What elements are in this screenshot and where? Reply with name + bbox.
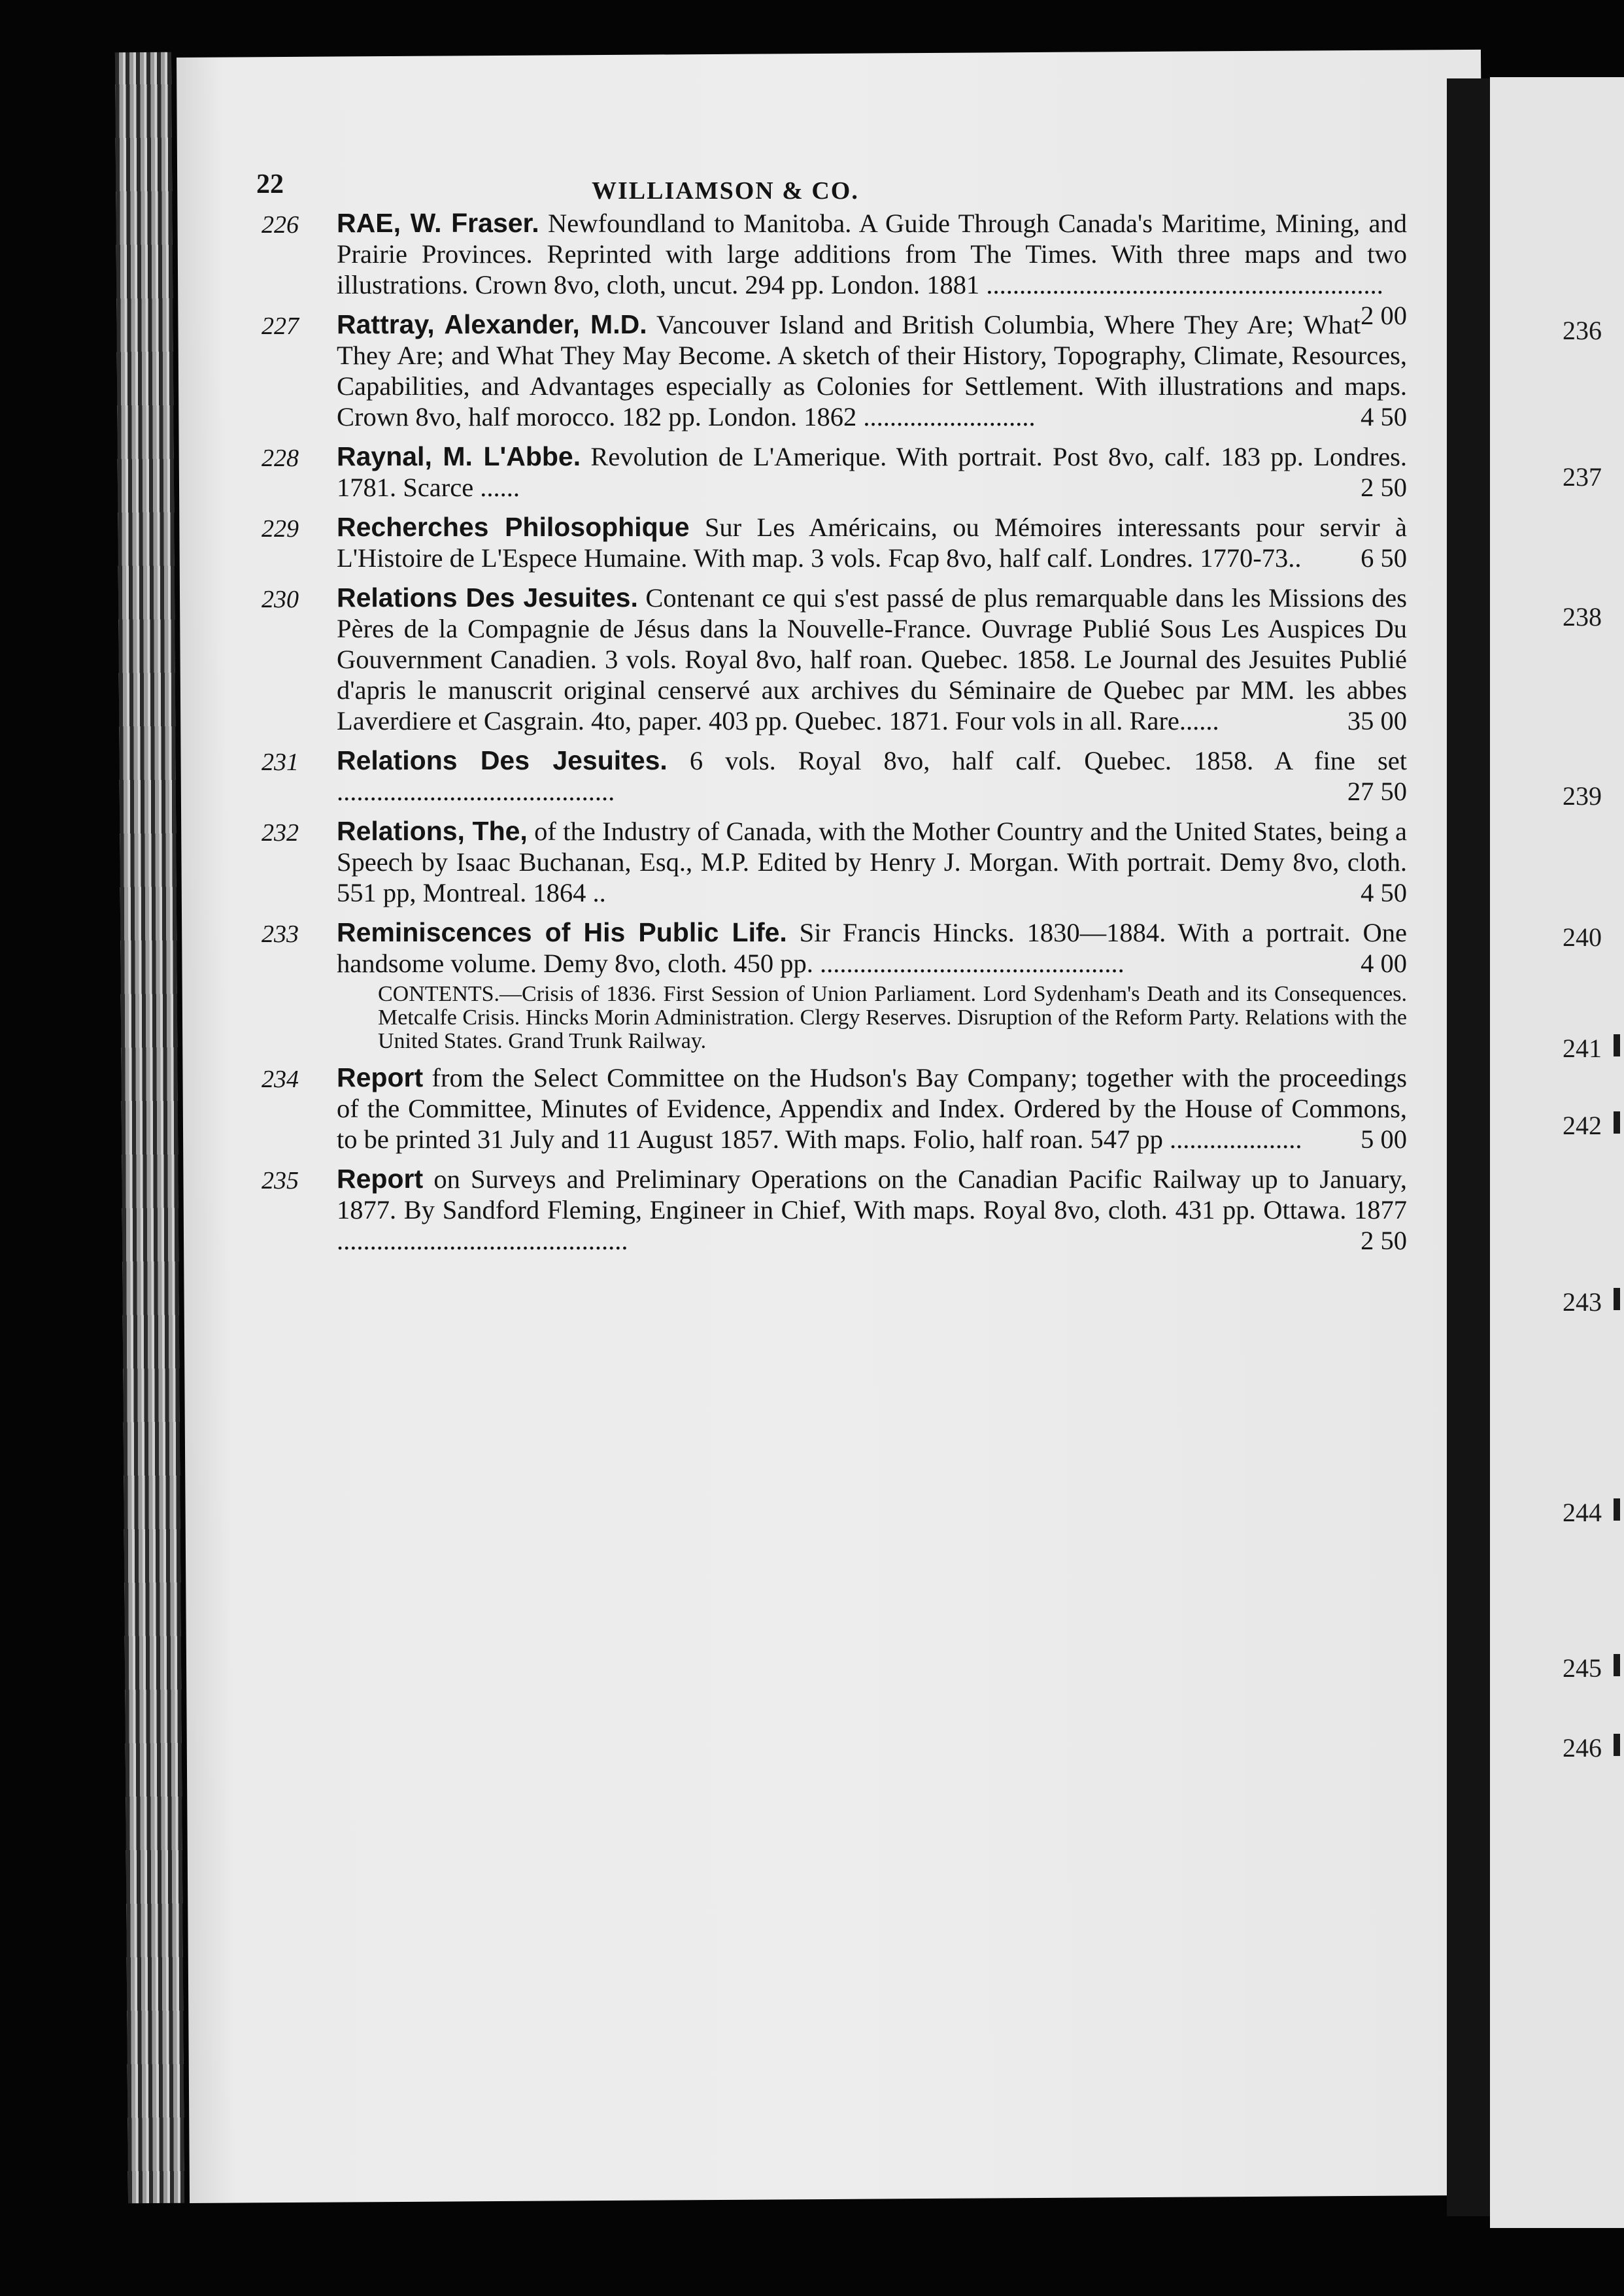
page-edge	[115, 52, 184, 2203]
entry-price: 2 50	[1361, 473, 1407, 502]
entry-description: 6 vols. Royal 8vo, half calf. Quebec. 1858. A fine set ..........................................	[337, 746, 1407, 806]
entry-heading: Report	[337, 1164, 424, 1194]
entry-description: Sur Les Américains, ou Mémoires interessants pour servir à L'Histoire de L'Espece Humaine. With map. 3 vols. Fcap 8vo, half calf. Londres. 1770-73..	[337, 513, 1407, 573]
facing-entry-number: 242	[1563, 1111, 1602, 1140]
facing-entry-number: 245	[1563, 1653, 1602, 1683]
entry-description: Vancouver Island and British Columbia, Where They Are; What They Are; and What They May Become. A sketch of their History, Topography, Climate, Resources, Capabilities, and Advantages especially as Colonies for Settlement. With illustrations and maps. Crown 8vo, half morocco. 182 pp. London. 1862 ..........................	[337, 310, 1407, 431]
facing-text-fragment	[1614, 1498, 1620, 1521]
facing-entry-number: 237	[1563, 462, 1602, 492]
facing-text-fragment	[1614, 1654, 1620, 1676]
entry-number: 227	[262, 312, 299, 340]
entry-heading: Reminiscences of His Public Life.	[337, 917, 787, 947]
catalogue-entry	[262, 441, 1407, 503]
catalogue-entry	[262, 309, 1407, 432]
entry-heading: Relations, The,	[337, 816, 528, 846]
facing-text-fragment	[1614, 1034, 1620, 1056]
entry-number: 228	[262, 445, 299, 472]
entry-heading: Report	[337, 1062, 424, 1092]
book-gutter	[1447, 78, 1490, 2216]
facing-entry-number: 239	[1563, 781, 1602, 811]
catalogue-entry	[262, 1164, 1407, 1256]
facing-entry-number: 244	[1563, 1498, 1602, 1527]
entry-price: 4 50	[1361, 402, 1407, 431]
running-title: WILLIAMSON & CO.	[592, 177, 859, 205]
entry-number: 230	[262, 586, 299, 613]
page-header	[0, 169, 1624, 208]
entry-number: 229	[262, 515, 299, 543]
catalogue-entry	[262, 745, 1407, 807]
entry-price: 2 00	[1361, 301, 1407, 330]
entry-heading: Relations Des Jesuites.	[337, 582, 638, 613]
facing-entry-number: 246	[1563, 1733, 1602, 1763]
entry-heading: Rattray, Alexander, M.D.	[337, 309, 647, 339]
entry-description: of the Industry of Canada, with the Mother Country and the United States, being a Speech by Isaac Buchanan, Esq., M.P. Edited by Henry J. Morgan. With portrait. Demy 8vo, cloth. 551 pp, Montreal. 1864 ..	[337, 817, 1407, 907]
facing-entry-number: 240	[1563, 922, 1602, 952]
facing-text-fragment	[1614, 1288, 1620, 1310]
entry-price: 4 00	[1361, 949, 1407, 978]
contents-note: CONTENTS.—Crisis of 1836. First Session of Union Parliament. Lord Sydenham's Death and its Consequences. Metcalfe Crisis. Hincks Morin Administration. Clergy Reserves. Disruption of the Reform Party. Relations with the United States. Grand Trunk Railway.	[378, 982, 1407, 1053]
facing-text-fragment	[1614, 1111, 1620, 1134]
entry-description: Revolution de L'Amerique. With portrait. Post 8vo, calf. 183 pp. Londres. 1781. Scarce ......	[337, 442, 1407, 502]
entry-description: from the Select Committee on the Hudson's Bay Company; together with the proceedings of the Committee, Minutes of Evidence, Appendix and Index. Ordered by the House of Commons, to be printed 31 July and 11 August 1857. With maps. Folio, half roan. 547 pp ....................	[337, 1063, 1407, 1154]
catalogue-entries	[262, 208, 1407, 1265]
catalogue-entry	[262, 816, 1407, 908]
facing-entry-number: 238	[1563, 602, 1602, 632]
catalogue-entry	[262, 1062, 1407, 1155]
catalogue-entry	[262, 917, 1407, 1053]
entry-number: 233	[262, 920, 299, 948]
facing-entry-number: 243	[1563, 1287, 1602, 1317]
entry-price: 6 50	[1361, 543, 1407, 573]
entry-description: Newfoundland to Manitoba. A Guide Through Canada's Maritime, Mining, and Prairie Provinces. Reprinted with large additions from The Times. With three maps and two illustrations. Crown 8vo, cloth, uncut. 294 pp. London. 1881 ............................................................	[337, 209, 1407, 299]
page-number: 22	[256, 169, 284, 199]
entry-description: Contenant ce qui s'est passé de plus remarquable dans les Missions des Pères de la Compagnie de Jésus dans la Nouvelle-France. Ouvrage Publié Sous Les Auspices Du Gouvernment Canadien. 3 vols. Royal 8vo, half roan. Quebec. 1858. Le Journal des Jesuites Publié d'apris le manuscrit original censervé aux archives du Séminaire de Quebec par MM. les abbes Laverdiere et Casgrain. 4to, paper. 403 pp. Quebec. 1871. Four vols in all. Rare......	[337, 583, 1407, 735]
facing-entry-number: 236	[1563, 316, 1602, 345]
entry-number: 232	[262, 819, 299, 847]
entry-heading: Raynal, M. L'Abbe.	[337, 441, 581, 471]
entry-number: 226	[262, 211, 299, 239]
entry-price: 4 50	[1361, 878, 1407, 907]
entry-number: 234	[262, 1066, 299, 1093]
entry-description: Sir Francis Hincks. 1830—1884. With a portrait. One handsome volume. Demy 8vo, cloth. 450 pp. ..............................................	[337, 918, 1408, 978]
entry-heading: Relations Des Jesuites.	[337, 745, 668, 775]
entry-price: 27 50	[1347, 777, 1407, 806]
facing-page	[1490, 77, 1624, 2228]
facing-entry-number: 241	[1563, 1034, 1602, 1063]
catalogue-entry	[262, 582, 1407, 736]
entry-description: on Surveys and Preliminary Operations on the Canadian Pacific Railway up to January, 1877. By Sandford Fleming, Engineer in Chief, With maps. Royal 8vo, cloth. 431 pp. Ottawa. 1877 ............................................	[337, 1164, 1407, 1255]
entry-price: 2 50	[1361, 1226, 1407, 1255]
entry-number: 231	[262, 749, 299, 776]
entry-heading: Recherches Philosophique	[337, 512, 690, 542]
entry-number: 235	[262, 1167, 299, 1194]
entry-heading: RAE, W. Fraser.	[337, 208, 539, 238]
entry-price: 35 00	[1347, 706, 1407, 735]
catalogue-entry	[262, 512, 1407, 573]
entry-price: 5 00	[1361, 1124, 1407, 1154]
facing-text-fragment	[1614, 1734, 1620, 1756]
